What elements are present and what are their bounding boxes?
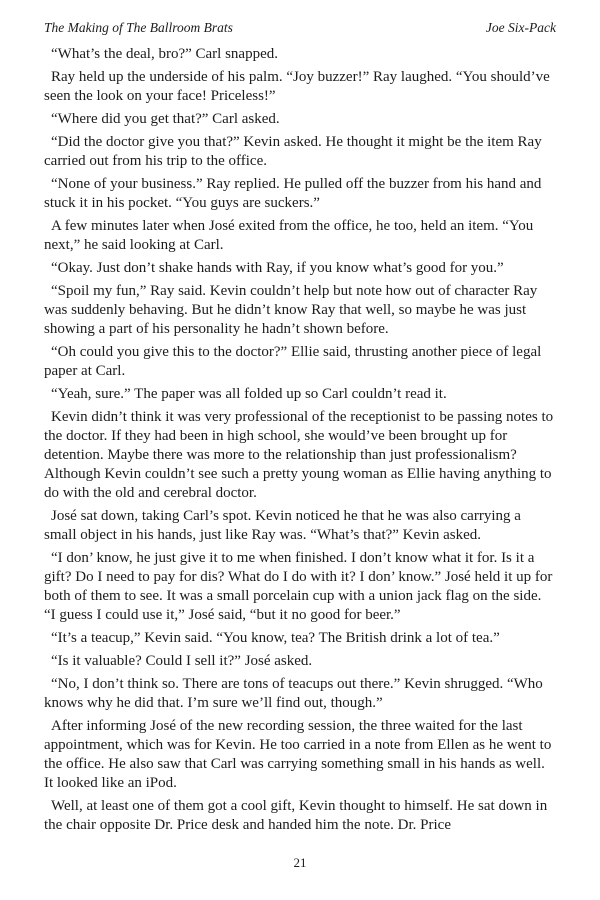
paragraph: “No, I don’t think so. There are tons of teacups out there.” Kevin shrugged. “Who knows why he did that. I’m sure we’ll find out, though.” — [44, 676, 543, 711]
paragraph: Well, at least one of them got a cool gift, Kevin thought to himself. He sat down in the chair opposite Dr. Price desk and handed him the note. Dr. Price — [44, 798, 548, 833]
paragraph: “It’s a teacup,” Kevin said. “You know, tea? The British drink a lot of tea.” — [51, 630, 500, 646]
paragraph: “I don’ know, he just give it to me when finished. I don’t know what it for. Is it a gift? Do I need to pay for dis? What do I do with it? I don’ know.” José held it up for both of them to see. It was a small porcelain cup with a union jack flag on the side. “I guess I could use it,” José said, “but it no good for beer.” — [44, 550, 553, 623]
paragraph: Ray held up the underside of his palm. “Joy buzzer!” Ray laughed. “You should’ve seen the look on your face! Priceless!” — [44, 69, 550, 104]
paragraph: “None of your business.” Ray replied. He pulled off the buzzer from his hand and stuck it in his pocket. “You guys are suckers.” — [44, 176, 542, 211]
paragraph: “Oh could you give this to the doctor?” Ellie said, thrusting another piece of legal paper at Carl. — [44, 344, 542, 379]
book-title: The Making of The Ballroom Brats — [44, 20, 233, 35]
running-header — [44, 20, 556, 36]
paragraph: After informing José of the new recording session, the three waited for the last appointment, which was for Kevin. He too carried in a note from Ellen as he went to the office. He also saw that Carl was carrying something small in his hands as well. It looked like an iPod. — [44, 718, 552, 791]
paragraph: Kevin didn’t think it was very professional of the receptionist to be passing notes to the doctor. If they had been in high school, she would’ve been brought up for detention. Maybe there was more to the relationship than just professionalism? Although Kevin couldn’t see such a pretty young woman as Ellie having anything to do with the old and cerebral doctor. — [44, 409, 554, 501]
paragraph: “Is it valuable? Could I sell it?” José asked. — [51, 653, 313, 669]
paragraph: José sat down, taking Carl’s spot. Kevin noticed he that he was also carrying a small object in his hands, just like Ray was. “What’s that?” Kevin asked. — [44, 508, 521, 543]
paragraph: “Okay. Just don’t shake hands with Ray, if you know what’s good for you.” — [51, 260, 504, 276]
paragraph: “Did the doctor give you that?” Kevin asked. He thought it might be the item Ray carried out from his trip to the office. — [44, 134, 542, 169]
paragraph: A few minutes later when José exited from the office, he too, held an item. “You next,” he said looking at Carl. — [44, 218, 534, 253]
page-footer — [0, 855, 600, 871]
paragraph: “What’s the deal, bro?” Carl snapped. — [51, 46, 278, 62]
page-body — [44, 45, 556, 835]
paragraph: “Spoil my fun,” Ray said. Kevin couldn’t help but note how out of character Ray was suddenly behaving. But he didn’t know Ray that well, so maybe he was just showing a part of his personality he hadn’t shown before. — [44, 283, 538, 337]
author-name: Joe Six-Pack — [485, 20, 556, 35]
paragraph: “Where did you get that?” Carl asked. — [51, 111, 280, 127]
page-number: 21 — [293, 855, 307, 870]
paragraph: “Yeah, sure.” The paper was all folded up so Carl couldn’t read it. — [51, 386, 447, 402]
